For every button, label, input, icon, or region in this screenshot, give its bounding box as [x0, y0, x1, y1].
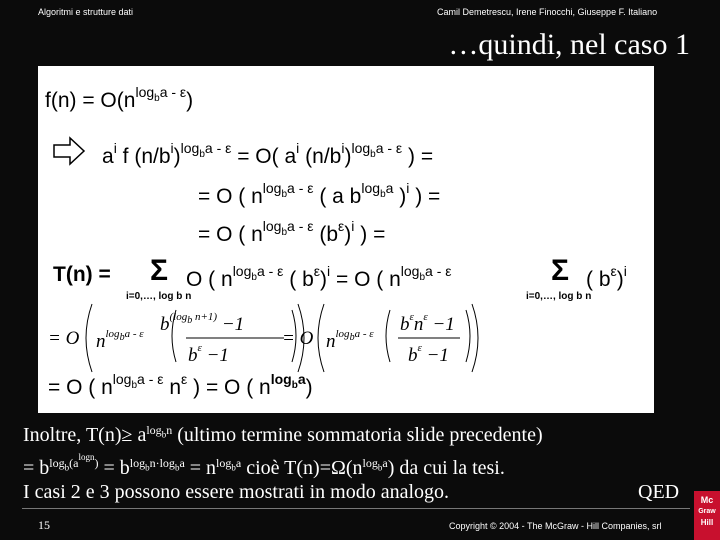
body-line-1: Inoltre, $T(n)\ge a^{log_bn}$ (ultimo termine sommatoria slide precedente)	[23, 423, 543, 446]
qed-label: QED	[638, 481, 680, 503]
slide-title: …quindi, nel caso 1	[448, 28, 690, 61]
page-number: 15	[38, 518, 50, 532]
formula-line-5: T(n) =	[53, 263, 111, 286]
formula-line-6-den: $b^\varepsilon -1$	[188, 342, 229, 366]
formula-line-3: = O ( $n^{log_ba - \varepsilon}$ ( a $b^{log_ba}$ )$^i$ ) =	[198, 180, 441, 208]
header-authors: Camil Demetrescu, Irene Finocchi, Giuseppe F. Italiano	[437, 7, 658, 17]
formula-panel	[38, 66, 654, 413]
footer-divider	[22, 508, 690, 509]
formula-line-5-end: ( $b^\varepsilon)^i$	[586, 263, 627, 291]
sigma-right: Σ	[551, 254, 570, 287]
body-line-2: = $b^{log_b(a^{logn})} = b^{log_bn\cdot log_ba} = n^{log_ba}$ cioè $T(n)=\Omega(n^{log_ba})$ da cui la tesi.	[23, 452, 505, 479]
arrow-right-icon	[52, 136, 86, 166]
sum-index-right: i=0,…, log b n	[526, 291, 592, 302]
formula-line-2: $a^i$ f $(n/b^i)^{log_ba - \varepsilon} = O$( $a^i$ $(n/b^i)^{log_ba - \varepsilon}$ ) =	[102, 140, 434, 168]
formula-line-6-eq2: = O	[282, 328, 314, 349]
formula-line-5-mid: O ( $n^{log_ba - \varepsilon}$ ( $b^\varepsilon)^i = O$ ( $n^{log_ba - \varepsilon}$	[186, 263, 452, 291]
formula-line-6-n: $n^{log_ba - \varepsilon}$	[96, 328, 144, 352]
formula-line-1: $f(n) = O(n^{log_ba - \varepsilon})$	[45, 84, 194, 112]
formula-line-6-n2: $n^{log_ba - \varepsilon}$	[326, 328, 374, 352]
formula-line-6-den2: $b^\varepsilon -1$	[408, 342, 449, 366]
sum-index-left: i=0,…, log b n	[126, 291, 192, 302]
formula-line-4: = O ( $n^{log_ba - \varepsilon}$ $(b^\varepsilon)^i$ ) =	[198, 218, 386, 246]
formula-line-7: = O ( $n^{log_ba - \varepsilon}$ $n^\varepsilon$ ) = O ( $n^{log_ba}$)	[48, 371, 313, 399]
formula-line-6-eq: = O	[48, 328, 80, 349]
formula-line-6-num: $b^{(log_b n+1)} -1$	[160, 311, 245, 335]
sigma-left: Σ	[150, 254, 169, 287]
header-course-title: Algoritmi e strutture dati	[38, 7, 134, 17]
body-line-3: I casi 2 e 3 possono essere mostrati in modo analogo.	[23, 481, 450, 503]
formula-line-6-num2: $b^\varepsilon n^\varepsilon -1$	[400, 311, 455, 335]
copyright-notice: Copyright © 2004 - The McGraw - Hill Companies, srl	[449, 521, 662, 531]
mcgraw-hill-logo: Mc Graw Hill	[694, 491, 720, 540]
